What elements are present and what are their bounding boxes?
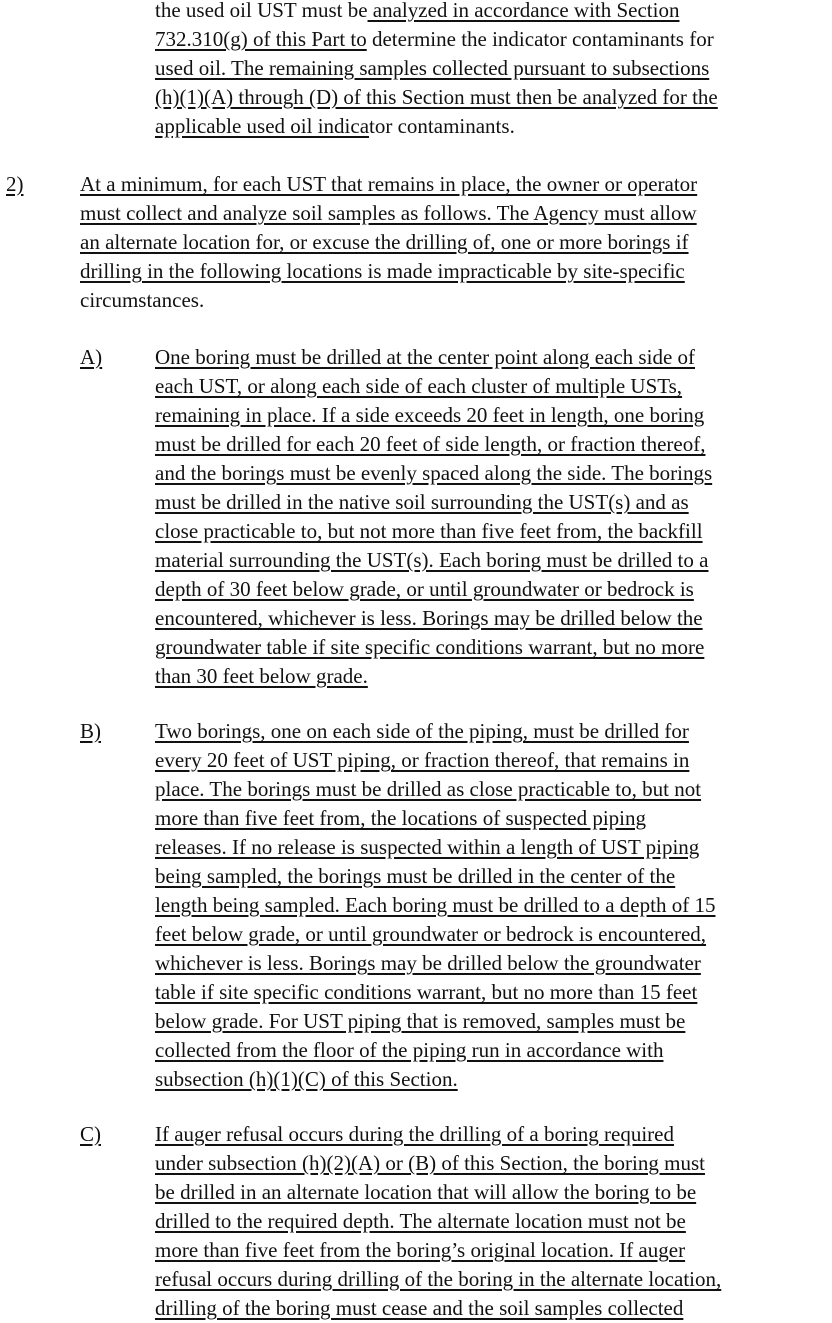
text-line: every 20 feet of UST piping, or fraction thereof, that remains in: [155, 748, 690, 772]
text-line: each UST, or along each side of each cluster of multiple USTs,: [155, 374, 683, 398]
text-line: than 30 feet below grade.: [155, 664, 368, 688]
text-line: more than five feet from the boring’s original location. If auger: [155, 1238, 686, 1262]
text-line: Two borings, one on each side of the piping, must be drilled for: [155, 719, 689, 743]
text-line: place. The borings must be drilled as close practicable to, but not: [155, 777, 702, 801]
text-line: remaining in place. If a side exceeds 20 feet in length, one boring: [155, 403, 705, 427]
text-line: applicable used oil indicator contaminants.: [155, 114, 515, 138]
text-line: (h)(1)(A) through (D) of this Section must then be analyzed for the: [155, 85, 718, 109]
text-line: depth of 30 feet below grade, or until groundwater or bedrock is: [155, 577, 694, 601]
text-line: encountered, whichever is less. Borings may be drilled below the: [155, 606, 703, 630]
text-line: table if site specific conditions warrant, but no more than 15 feet: [155, 980, 698, 1004]
text-line: collected from the floor of the piping run in accordance with: [155, 1038, 664, 1062]
text-line: whichever is less. Borings may be drilled below the groundwater: [155, 951, 701, 975]
text-line: At a minimum, for each UST that remains in place, the owner or operator: [80, 172, 698, 196]
text-line: must collect and analyze soil samples as follows. The Agency must allow: [80, 201, 697, 225]
text-line: length being sampled. Each boring must be drilled to a depth of 15: [155, 893, 716, 917]
text-line: refusal occurs during drilling of the boring in the alternate location,: [155, 1267, 722, 1291]
text-line: under subsection (h)(2)(A) or (B) of this Section, the boring must: [155, 1151, 705, 1175]
subsection-label: B): [80, 719, 101, 743]
subsection-label: A): [80, 345, 103, 369]
text-line: more than five feet from, the locations of suspected piping: [155, 806, 647, 830]
text-line: If auger refusal occurs during the drilling of a boring required: [155, 1122, 674, 1146]
text-line: 732.310(g) of this Part to determine the indicator contaminants for: [155, 27, 714, 51]
text-line: One boring must be drilled at the center point along each side of: [155, 345, 696, 369]
subsection-label: C): [80, 1122, 101, 1146]
text-line: must be drilled in the native soil surrounding the UST(s) and as: [155, 490, 689, 514]
text-line: be drilled in an alternate location that will allow the boring to be: [155, 1180, 697, 1204]
text-line: subsection (h)(1)(C) of this Section.: [155, 1067, 458, 1091]
text-line: close practicable to, but not more than five feet from, the backfill: [155, 519, 703, 543]
text-line: circumstances.: [80, 288, 205, 312]
text-line: an alternate location for, or excuse the drilling of, one or more borings if: [80, 230, 689, 254]
text-line: drilling of the boring must cease and the soil samples collected: [155, 1296, 684, 1320]
text-line: drilled to the required depth. The alternate location must not be: [155, 1209, 686, 1233]
text-line: drilling in the following locations is made impracticable by site-specific: [80, 259, 685, 283]
text-line: must be drilled for each 20 feet of side length, or fraction thereof,: [155, 432, 706, 456]
text-line: and the borings must be evenly spaced along the side. The borings: [155, 461, 713, 485]
text-line: below grade. For UST piping that is removed, samples must be: [155, 1009, 686, 1033]
text-line: material surrounding the UST(s). Each boring must be drilled to a: [155, 548, 709, 572]
text-line: groundwater table if site specific conditions warrant, but no more: [155, 635, 705, 659]
text-line: the used oil UST must be analyzed in accordance with Section: [155, 0, 680, 22]
text-line: being sampled, the borings must be drilled in the center of the: [155, 864, 676, 888]
text-line: used oil. The remaining samples collected pursuant to subsections: [155, 56, 710, 80]
subsection-label: 2): [6, 172, 24, 196]
text-line: releases. If no release is suspected within a length of UST piping: [155, 835, 700, 859]
text-line: feet below grade, or until groundwater or bedrock is encountered,: [155, 922, 707, 946]
